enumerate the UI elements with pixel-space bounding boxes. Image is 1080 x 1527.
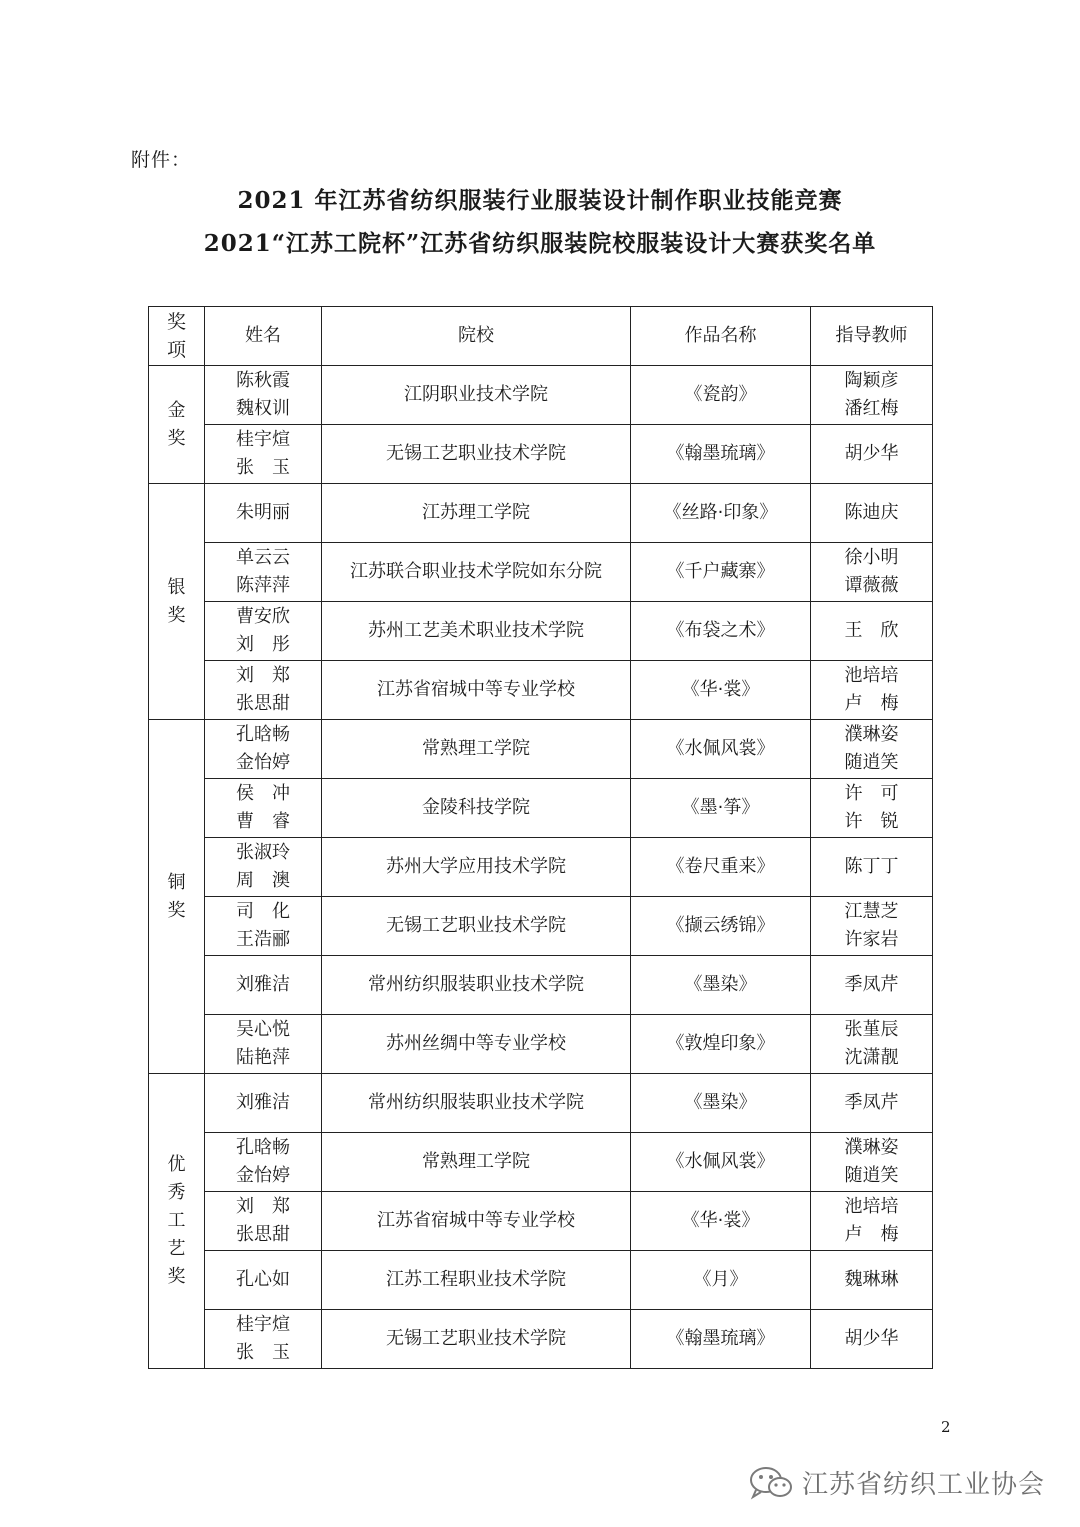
instructor-name: 江慧芝 [844,901,899,922]
instructor-name: 魏琳琳 [844,1269,899,1290]
instructor-name: 胡少华 [844,1328,899,1349]
table-row [149,366,933,425]
instructor-name: 王 欣 [844,620,899,641]
winner-name: 陈萍萍 [236,575,290,596]
school: 无锡工艺职业技术学院 [322,1310,631,1369]
winner-name: 王浩郦 [236,929,290,950]
instructors [811,1192,933,1251]
award-category [149,484,205,720]
winner-name: 张思甜 [236,1224,290,1245]
award-category [149,720,205,1074]
winner-name: 刘雅洁 [236,1092,290,1113]
instructor-name: 季凤芹 [844,974,899,995]
table-row [149,897,933,956]
winner-names [205,1015,322,1074]
table-header-row [149,307,933,366]
instructor-name: 胡少华 [844,443,899,464]
page-number: 2 [941,1418,951,1436]
school: 常熟理工学院 [322,1133,631,1192]
winner-names [205,366,322,425]
winner-name: 张淑玲 [236,842,290,863]
awards-table [148,306,933,1369]
school: 江苏联合职业技术学院如东分院 [322,543,631,602]
instructor-name: 陈丁丁 [844,856,899,877]
header-name: 姓名 [205,307,322,366]
table-row [149,1251,933,1310]
work-title: 《敦煌印象》 [631,1015,811,1074]
table-row [149,425,933,484]
winner-name: 曹安欣 [236,606,290,627]
school: 江苏工程职业技术学院 [322,1251,631,1310]
instructors [811,956,933,1015]
award-char: 秀 [167,1182,186,1203]
instructors [811,366,933,425]
instructors [811,1133,933,1192]
school: 江阴职业技术学院 [322,366,631,425]
table-row [149,602,933,661]
school: 常州纺织服装职业技术学院 [322,1074,631,1133]
instructor-name: 随逍笑 [844,752,899,773]
winner-names [205,779,322,838]
winner-name: 单云云 [236,547,290,568]
winner-names [205,484,322,543]
award-char: 奖 [167,604,186,626]
winner-names [205,720,322,779]
award-char: 银 [167,576,186,598]
work-title: 《瓷韵》 [631,366,811,425]
instructor-name: 季凤芹 [844,1092,899,1113]
instructor-name: 随逍笑 [844,1165,899,1186]
table-row [149,543,933,602]
work-title: 《卷尺重来》 [631,838,811,897]
work-title: 《墨染》 [631,1074,811,1133]
instructors [811,720,933,779]
table-row [149,1192,933,1251]
winner-name: 桂宇煊 [236,429,290,450]
header-school: 院校 [322,307,631,366]
document-title-line-2: 2021“江苏工院杯”江苏省纺织服装院校服装设计大赛获奖名单 [203,230,877,257]
work-title: 《水佩风裳》 [631,720,811,779]
instructors [811,897,933,956]
instructors [811,1251,933,1310]
school: 江苏省宿城中等专业学校 [322,661,631,720]
header-award [149,307,205,366]
watermark-text: 江苏省纺织工业协会 [802,1470,1046,1500]
table-row [149,1015,933,1074]
instructor-name: 池培培 [844,665,899,686]
school: 常州纺织服装职业技术学院 [322,956,631,1015]
winner-name: 司 化 [236,901,290,922]
award-char: 艺 [167,1238,186,1259]
winner-name: 朱明丽 [236,502,290,523]
school: 金陵科技学院 [322,779,631,838]
winner-names [205,1192,322,1251]
instructor-name: 许 可 [844,783,899,804]
work-title: 《翰墨琉璃》 [631,425,811,484]
winner-name: 吴心悦 [236,1019,290,1040]
winner-name: 张思甜 [236,693,290,714]
watermark [748,1464,1045,1501]
work-title: 《墨染》 [631,956,811,1015]
instructor-name: 濮琳姿 [844,724,899,745]
work-title: 《布袋之术》 [631,602,811,661]
table-row [149,1310,933,1369]
table-row [149,956,933,1015]
winner-names [205,425,322,484]
award-char: 奖 [167,427,186,449]
winner-name: 陆艳萍 [236,1047,290,1068]
winner-name: 周 澳 [236,870,290,891]
winner-names [205,897,322,956]
school: 苏州丝绸中等专业学校 [322,1015,631,1074]
instructors [811,602,933,661]
winner-name: 刘雅洁 [236,974,290,995]
winner-names [205,602,322,661]
school: 无锡工艺职业技术学院 [322,897,631,956]
award-category [149,366,205,484]
work-title: 《撷云绣锦》 [631,897,811,956]
instructors [811,661,933,720]
table-row [149,661,933,720]
instructor-name: 沈潇靓 [844,1047,899,1068]
instructors [811,1074,933,1133]
school: 无锡工艺职业技术学院 [322,425,631,484]
winner-name: 张 玉 [236,457,290,478]
instructors [811,1310,933,1369]
table-row [149,484,933,543]
winner-names [205,1310,322,1369]
winner-name: 魏权训 [236,398,290,419]
winner-name: 孔晗畅 [236,724,290,745]
table-row [149,838,933,897]
winner-name: 张 玉 [236,1342,290,1363]
instructor-name: 卢 梅 [844,693,899,714]
work-title: 《华·裳》 [631,661,811,720]
school: 江苏省宿城中等专业学校 [322,1192,631,1251]
work-title: 《千户藏寨》 [631,543,811,602]
instructor-name: 潘红梅 [844,398,899,419]
work-title: 《华·裳》 [631,1192,811,1251]
award-char: 优 [167,1154,186,1175]
instructors [811,425,933,484]
header-work: 作品名称 [631,307,811,366]
winner-name: 金怡婷 [236,752,290,773]
award-char: 铜 [167,871,186,893]
winner-name: 孔心如 [236,1269,290,1290]
header-award-char: 项 [166,339,186,361]
instructor-name: 徐小明 [844,547,899,568]
winner-names [205,838,322,897]
award-char: 奖 [167,899,186,921]
instructors [811,543,933,602]
winner-name: 刘 彤 [236,634,290,655]
work-title: 《墨·筝》 [631,779,811,838]
work-title: 《丝路·印象》 [631,484,811,543]
school: 常熟理工学院 [322,720,631,779]
awards-table-body [149,366,933,1369]
instructor-name: 许家岩 [844,929,899,950]
winner-names [205,956,322,1015]
instructors [811,838,933,897]
attachment-label: 附件： [131,149,192,171]
instructor-name: 濮琳姿 [844,1137,899,1158]
school: 苏州工艺美术职业技术学院 [322,602,631,661]
work-title: 《月》 [631,1251,811,1310]
instructor-name: 池培培 [844,1196,899,1217]
winner-name: 刘 郑 [236,1196,290,1217]
table-row [149,720,933,779]
work-title: 《水佩风裳》 [631,1133,811,1192]
table-row [149,1074,933,1133]
winner-names [205,661,322,720]
winner-name: 桂宇煊 [236,1314,290,1335]
winner-names [205,1074,322,1133]
winner-names [205,543,322,602]
document-title-line-1: 2021 年江苏省纺织服装行业服装设计制作职业技能竞赛 [237,187,843,214]
instructor-name: 陶颖彦 [844,370,899,391]
winner-name: 孔晗畅 [236,1137,290,1158]
header-award-char: 奖 [166,311,186,333]
instructor-name: 许 锐 [844,811,899,832]
award-char: 工 [167,1210,186,1231]
award-char: 奖 [167,1266,186,1287]
winner-names [205,1133,322,1192]
work-title: 《翰墨琉璃》 [631,1310,811,1369]
award-char: 金 [167,399,186,421]
award-category [149,1074,205,1369]
winner-name: 侯 冲 [236,783,290,804]
instructor-name: 陈迪庆 [844,502,899,523]
instructors [811,779,933,838]
instructor-name: 谭薇薇 [844,575,899,596]
school: 江苏理工学院 [322,484,631,543]
instructor-name: 卢 梅 [844,1224,899,1245]
winner-name: 刘 郑 [236,665,290,686]
winner-name: 金怡婷 [236,1165,290,1186]
wechat-icon [748,1466,794,1500]
table-row [149,1133,933,1192]
instructors [811,484,933,543]
table-row [149,779,933,838]
winner-names [205,1251,322,1310]
instructors [811,1015,933,1074]
winner-name: 陈秋霞 [236,370,290,391]
header-teacher: 指导教师 [811,307,933,366]
winner-name: 曹 睿 [236,811,290,832]
instructor-name: 张堇辰 [844,1019,899,1040]
school: 苏州大学应用技术学院 [322,838,631,897]
